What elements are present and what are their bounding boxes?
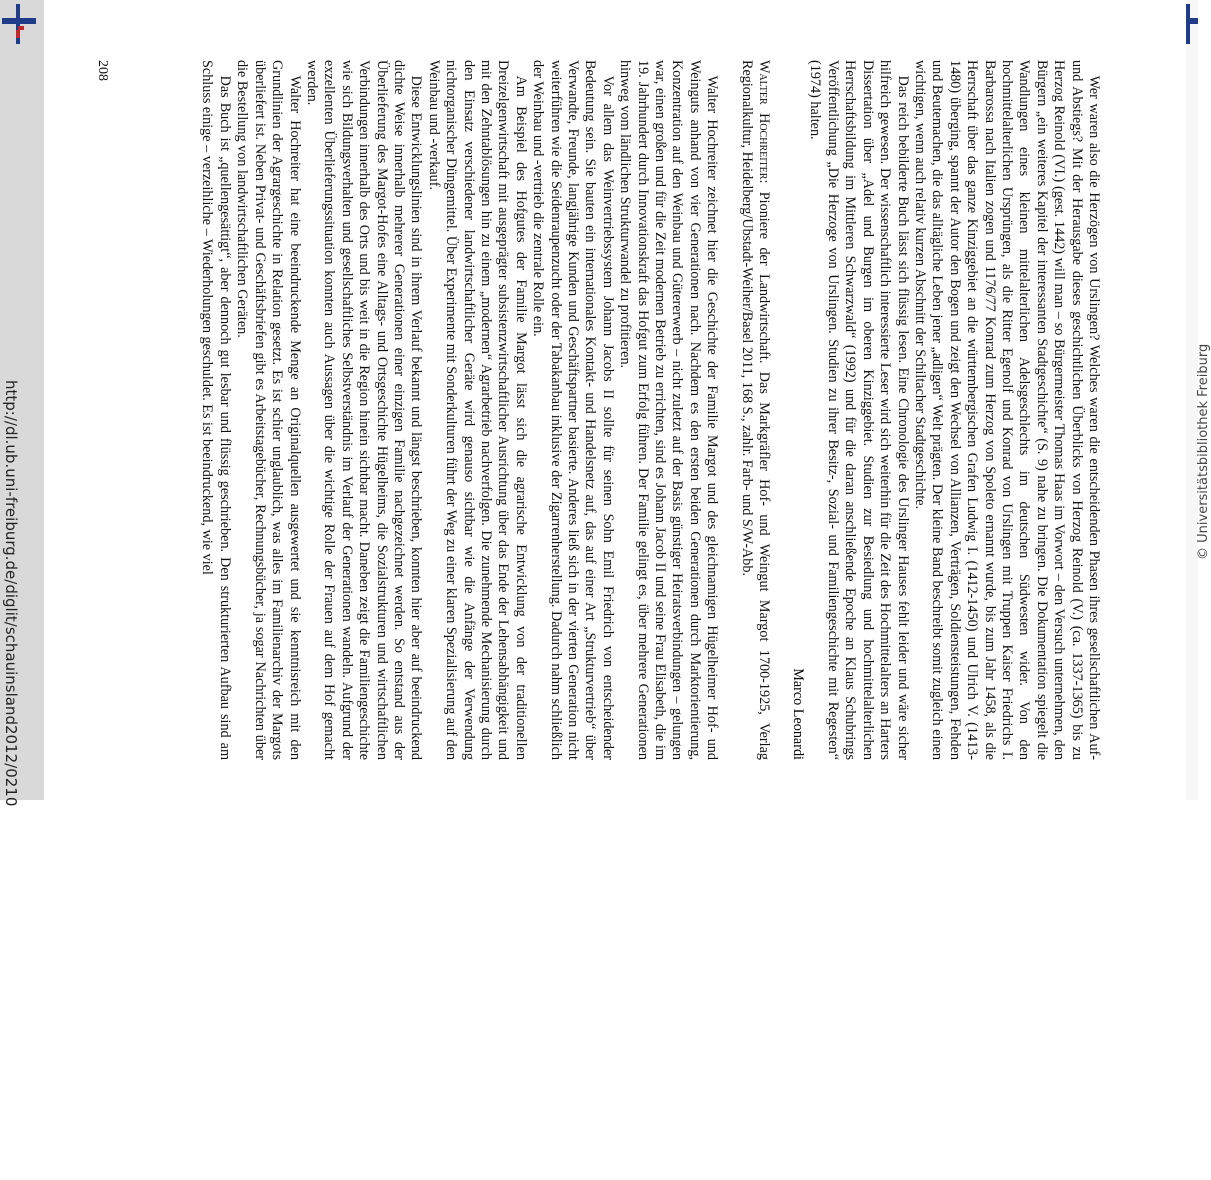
paragraph: Walter Hochreiter zeichnet hier die Geschichte der Familie Margot und des gleichnamigen Hügelheimer Hof- und Weinguts anhand von vier Generationen nach. Nachdem es den ersten beiden Generationen durch Marktorientierung, Konzentration auf den Weinbau und Gütererwerb – nicht zuletzt auf der Basis günstiger Heiratsverbindungen – gelungen war, einen großen und für die Zeit modernen Betrieb zu errichten, sind es Johann Jacob II und seine Frau Elisabeth, die im 19. Jahrhundert durch Innovationskraft das Hofgut zum Erfolg führen. Der Familie gelingt es, über mehrere Generationen hinweg vom ländlichen Strukturwandel zu profitieren. xyxy=(617,60,721,760)
review-title: Pioniere der Landwirtschaft. Das Markgräfler Hof- und Weingut Margot 1700-1925, Verlag Regionalkultur, Heidelberg/Ubstadt-Weiher/Basel 2011, 168 S., zahlr. Farb- und S/W-Abb. xyxy=(738,60,773,760)
review-heading xyxy=(737,60,772,760)
copyright-notice-right: © Universitätsbibliothek Freiburg xyxy=(1196,343,1211,560)
reviewer-signature: Marco Leonardi xyxy=(790,668,807,760)
source-url[interactable]: http://dl.ub.uni-freiburg.de/diglit/schauinsland2012/0210 xyxy=(2,380,20,807)
rotated-page xyxy=(95,0,1148,800)
paragraph: Das Buch ist „quellengesättigt“, aber dennoch gut lesbar und flüssig geschrieben. Den strukturierten Aufbau sind am Schluss einige – verzeihliche – Wiederholungen geschuldet. Es ist beeindruckend, wie viel xyxy=(199,60,233,760)
university-logo-icon xyxy=(2,4,42,44)
page-text xyxy=(102,60,1102,760)
paragraph: Am Beispiel des Hofgutes der Familie Margot lässt sich die agrarische Entwicklung von der traditionellen Dreizelgenwirtschaft mit ausgeprägter subsistenzwirtschaftlicher Ausrichtung über das Ende der Lehensabhängigkeit und mit den Zehntablösungen hin zu einem „modernen“ Agrarbetrieb nachverfolgen. Die zunehmende Mechanisierung durch den Einsatz verschiedener landwirtschaftlicher Geräte wird genauso sichtbar wie die Anfänge der Verwendung nichtorganischer Düngemittel. Über Experimente mit Sonderkulturen führt der Weg zu einer klaren Spezialisierung auf den Weinbau und -verkauf. xyxy=(425,60,529,760)
paragraph: Diese Entwicklungslinien sind in ihrem Verlauf bekannt und längst beschrieben, konnten hier aber auf beeindruckend dichte Weise innerhalb mehrerer Generationen einer einzigen Familie nachgezeichnet werden. So entstand aus der Überlieferung des Margot-Hofes eine Alltags- und Ortsgeschichte Hügelheims, die Sozialstrukturen und wirtschaftlichen Verbindungen innerhalb des Orts und bis weit in die Region hinein sichtbar macht. Daneben zeigt die Familiengeschichte wie sich Bildungsverhalten und gesellschaftliches Selbstverständnis im Verlauf der Generationen wandeln. Aufgrund der exzellenten Überlieferungssituation konnten auch Aussagen über die wichtige Rolle der Frauen auf dem Hof gemacht werden. xyxy=(303,60,425,760)
paragraph: Vor allem das Weinvertriebssystem Johann Jacobs II sollte für seinen Sohn Emil Friedrich von entscheidender Bedeutung sein. Sie bauten ein internationales Kontakt- und Handelsnetz auf, das auf einer Art „Strukturvertrieb“ über Verwandte, Freunde, langjährige Kunden und Geschäftspartner basierte. Anderes ließ sich in der vierten Generation nicht weiterführen wie die Seidenraupenzucht oder der Tabakanbau inklusive der Zigarrenherstellung. Dadurch nahm schließlich der Weinbau und -vertrieb die zentrale Rolle ein. xyxy=(530,60,616,760)
page-number: 208 xyxy=(95,60,110,81)
paragraph: Wer waren also die Herzögen von Urslingen? Welches waren die entscheidenden Phasen ihres gesellschaftlichen Auf- und Abstiegs? Mit der Herausgabe dieses geschichtlichen Überblicks von Herzog Reinold (V.) (ca. 1337-1365) bis zu Herzog Reinold (VI.) (gest. 1442) will man – so Bürgermeister Thomas Haas im Vorwort – den Versuch unternehmen, den Bürgern „ein weiteres Kapitel der interessanten Stadtgeschichte“ (S. 9) nahe zu bringen. Die Dokumentation spiegelt die Wandlungen eines kleinen mittelalterlichen Adelsgeschlechts im deutschen Südwesten wider. Von den hochmittelalterlichen Ursprüngen, als die Ritter Egenolf und Konrad von Urslingen mit Truppen Kaiser Friedrichs I. Barbarossa nach Italien zogen und 1176/77 Konrad zum Herzog von Spoleto ernannt wurde, bis zum Jahr 1458, als die Herrschaft über das ganze Kinziggebiet an die württembergischen Grafen Ludwig I. (1412-1450) und Ulrich V. (1413-1480) überging, spannt der Autor den Bogen und zeigt den Wechsel von Allianzen, Verträgen, Soldiensteistungen, Fehden und Beutemachen, die das alltägliche Leben jener „adligen“ Welt prägten. Der kleine Band beschreibt somit zugleich einen wichtigen, wenn auch relativ kurzen Abschnitt der Schiltacher Stadtgeschichte. xyxy=(911,60,1102,760)
review-author: Walter Hochreiter: xyxy=(756,60,773,184)
logo-fragment-icon xyxy=(1186,4,1198,44)
paragraph: Das reich bebilderte Buch lässt sich flüssig lesen. Eine Chronologie des Urslinger Hauses fehlt leider und wäre sicher hilfreich gewesen. Der wissenschaftlich interessierte Leser wird sich weiterhin für die Zeit des Hochmittelalters an Harters Dissertation über „Adel und Burgen im oberen Kinziggebiet. Studien zur Besiedlung und hochmittelalterlichen Herrschaftsbildung im Mittleren Schwarzwald“ (1992) und für die daran anschließende Epoche an Klaus Schubrings Veröffentlichung „Die Herzoge von Urslingen. Studien zu ihrer Besitz-, Sozial- und Familiengeschichte mit Regesten“ (1974) halten. xyxy=(807,60,911,760)
left-gutter xyxy=(0,0,44,807)
paragraph: Walter Hochreiter hat eine beeindruckende Menge an Originalquellen ausgewertet und sie kenntnisreich mit den Grundlinien der Agrargeschichte in Relation gesetzt. Es ist schier unglaublich, was alles im Familienarchiv der Margots überliefert ist. Neben Privat- und Geschäftsbriefen gibt es Arbeitstagebücher, Rechnungsbücher, ja sogar Nachrichten über die Bestellung von landwirtschaftlichen Geräten. xyxy=(234,60,303,760)
